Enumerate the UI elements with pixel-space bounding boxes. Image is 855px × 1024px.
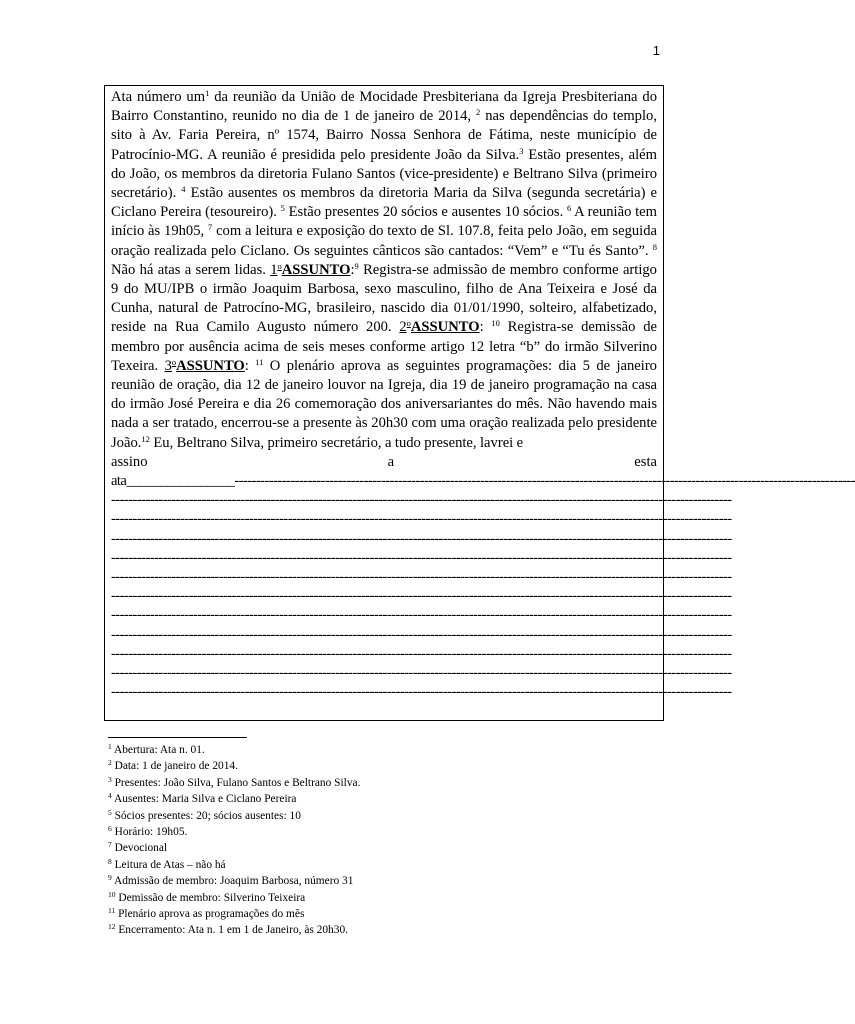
footnote-ref: 6 (566, 203, 572, 214)
footnote-ref: 5 (280, 203, 285, 214)
footnote (108, 758, 628, 774)
dash-filler-line: ------------------------------------------------------------------------------------------------------------------------------------------------ (111, 549, 732, 566)
minutes-text-segment: : (244, 357, 256, 374)
footnote-number: 5 (108, 807, 112, 817)
footnote (108, 873, 628, 889)
ordinal-indicator: o (277, 260, 282, 271)
footnote-number: 2 (108, 758, 112, 768)
dash-fill: ------------------------------------------------------------------------------------------------------------------------------------------------ (234, 473, 855, 490)
minutes-text-segment: A reunião tem início às 19h05, (111, 204, 657, 240)
footnote-number: 1 (108, 742, 112, 751)
footnote-ref: 1 (205, 88, 210, 98)
footnote (108, 791, 628, 807)
footnote-number: 11 (108, 906, 116, 916)
footnote-number: 7 (108, 840, 112, 850)
footnote-number: 4 (108, 791, 112, 801)
minutes-text-segment: O plenário aprova as seguintes programações: dia 5 de janeiro reunião de oração, dia 12 de janeiro louvor na Igreja, dia 19 de janeiro programação na casa do irmão José Pereira e dia 26 comemoração dos aniversariantes do mês. Não havendo mais nada a ser tratado, encerrou-se a presente às 20h30 com uma oração realizada pelo presidente João. (111, 357, 657, 451)
footnote-ref: 11 (255, 356, 264, 367)
minutes-text-segment: nas dependências do templo, sito à Av. Faria Pereira, nº 1574, Bairro Nossa Senhora de Fátima, neste município de Patrocínio-MG. A reunião é presidida pelo presidente João da Silva. (111, 108, 657, 163)
footnote (108, 890, 628, 906)
ordinal-indicator: o (406, 318, 411, 329)
footnotes-list (108, 742, 628, 939)
footnote-text: Encerramento: Ata n. 1 em 1 de Janeiro, às 20h30. (115, 924, 348, 937)
minutes-text-segment: Estão presentes, além do João, os membros da diretoria Fulano Santos (vice-presidente) e Beltrano Silva (primeiro secretário). (111, 146, 657, 202)
subject-heading: ASSUNTO (176, 357, 245, 374)
footnote-number: 12 (108, 922, 116, 932)
footnote-ref: 2 (476, 107, 481, 118)
footnote-number: 3 (108, 774, 112, 784)
footnote (108, 857, 628, 873)
minutes-text-segment: da reunião da União de Mocidade Presbiteriana da Igreja Presbiteriana do Bairro Constantino, reunido no dia de 1 de janeiro de 2014, (111, 89, 658, 125)
dash-filler-line: ------------------------------------------------------------------------------------------------------------------------------------------------ (111, 511, 732, 528)
minutes-text-segment: : (350, 261, 355, 278)
minutes-text-segment: Não há atas a serem lidas. (111, 261, 271, 278)
dash-filler-line: ------------------------------------------------------------------------------------------------------------------------------------------------ (111, 530, 732, 547)
signature-line (111, 472, 855, 491)
footnote-ref: 12 (141, 433, 150, 444)
minutes-text-segment: Ata número um (111, 89, 206, 105)
footnote (108, 922, 628, 938)
footnote (108, 840, 628, 856)
footnote-number: 8 (108, 856, 112, 866)
minutes-text-segment: : (479, 319, 492, 336)
footnote-text: Horário: 19h05. (111, 826, 188, 839)
dash-filler-line: ------------------------------------------------------------------------------------------------------------------------------------------------ (111, 588, 732, 605)
minutes-text-segment: com a leitura e exposição do texto de Sl. 107.8, feita pelo João, em seguida oração realizada pelo Ciclano. Os seguintes cânticos são cantados: “Vem” e “Tu és Santo”. (111, 223, 657, 259)
closing-line (111, 453, 657, 472)
footnote-ref: 10 (491, 318, 500, 329)
footnote-ref: 9 (354, 260, 359, 271)
subject-heading: ASSUNTO (281, 261, 351, 278)
footnote-text: Plenário aprova as programações do mês (115, 908, 305, 921)
minutes-text-box (104, 85, 855, 721)
dash-filler-line: ------------------------------------------------------------------------------------------------------------------------------------------------ (111, 665, 732, 682)
minutes-text-segment: Eu, Beltrano Silva, primeiro secretário, a tudo presente, lavrei e (149, 434, 524, 451)
subject-number: 1 (270, 261, 278, 278)
footnote-number: 10 (108, 889, 116, 899)
footnote-text: Leitura de Atas – não há (111, 858, 226, 871)
closing-word: assino (111, 453, 148, 470)
subject-heading: ASSUNTO (410, 319, 480, 336)
footnote (108, 775, 628, 791)
minutes-text-segment: Registra-se admissão de membro conforme artigo 9 do MU/IPB o irmão Joaquim Barbosa, sexo masculino, filho de Ana Teixeira e José da Cunha, natural de Patrocíno-MG, brasileiro, nascido dia 01/01/1990, solteiro, alfabetizado, reside na Rua Camilo Augusto número 200. (111, 261, 657, 336)
footnote-ref: 3 (519, 145, 524, 156)
footnote (108, 742, 628, 758)
page-number: 1 (652, 43, 660, 58)
footnote-text: Demissão de membro: Silverino Teixeira (115, 891, 306, 904)
footnote-text: Devocional (111, 842, 168, 855)
minutes-text-segment: Estão presentes 20 sócios e ausentes 10 sócios. (284, 204, 567, 221)
footnote-text: Sócios presentes: 20; sócios ausentes: 10 (111, 809, 301, 822)
footnote-ref: 4 (181, 184, 186, 195)
footnote-ref: 8 (652, 241, 657, 252)
footnote-number: 6 (108, 824, 112, 834)
dash-filler-line: ------------------------------------------------------------------------------------------------------------------------------------------------ (111, 684, 732, 701)
footnote (108, 808, 628, 824)
footnote-text: Ausentes: Maria Silva e Ciclano Pereira (111, 793, 297, 806)
footnote-text: Presentes: João Silva, Fulano Santos e Beltrano Silva. (111, 776, 361, 789)
footnote (108, 824, 628, 840)
closing-word: a (387, 453, 395, 470)
footnote-text: Admissão de membro: Joaquim Barbosa, número 31 (111, 875, 354, 888)
dash-filler-line: ------------------------------------------------------------------------------------------------------------------------------------------------ (111, 645, 732, 662)
minutes-text-segment: Registra-se demissão de membro por ausência acima de seis meses conforme artigo 12 letra “b” do irmão Silverino Texeira. (111, 319, 657, 374)
footnote-text: Data: 1 de janeiro de 2014. (111, 760, 238, 773)
ordinal-indicator: o (171, 356, 177, 367)
footnote-text: Abertura: Ata n. 01. (111, 744, 205, 756)
footnote-ref: 7 (208, 222, 213, 233)
subject-number: 3 (164, 357, 172, 374)
footnote-number: 9 (108, 873, 112, 883)
dash-filler-line: ------------------------------------------------------------------------------------------------------------------------------------------------ (111, 492, 732, 509)
minutes-text-segment: Estão ausentes os membros da diretoria Maria da Silva (segunda secretária) e Ciclano Pereira (tesoureiro). (111, 185, 658, 221)
dash-filler-line: ------------------------------------------------------------------------------------------------------------------------------------------------ (111, 626, 732, 643)
minutes-body (111, 88, 657, 453)
closing-word: esta (634, 453, 657, 470)
footnote (108, 906, 628, 922)
dash-filler-line: ------------------------------------------------------------------------------------------------------------------------------------------------ (111, 569, 732, 586)
dash-filler-line: ------------------------------------------------------------------------------------------------------------------------------------------------ (111, 607, 732, 624)
subject-number: 2 (399, 319, 407, 336)
footnote-separator (108, 737, 247, 738)
signature-blank: ata________________ (111, 473, 235, 490)
